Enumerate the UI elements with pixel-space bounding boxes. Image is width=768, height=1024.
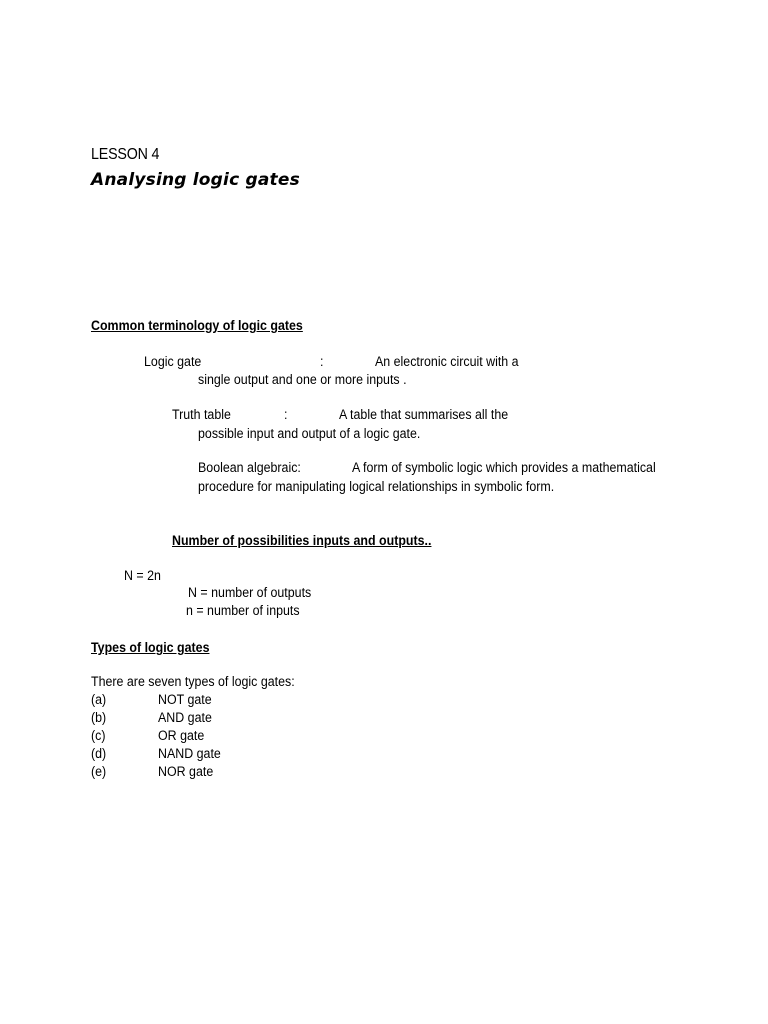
boolean-definition-line1: A form of symbolic logic which provides a mathematical: [352, 460, 656, 475]
list-item-name: NAND gate: [158, 746, 221, 761]
list-item-label: (b): [91, 710, 107, 725]
possibilities-formula: N = 2n: [124, 568, 161, 583]
list-item-name: NOR gate: [158, 764, 214, 779]
boolean-definition-line2: procedure for manipulating logical relationships in symbolic form.: [198, 479, 555, 494]
list-item-label: (d): [91, 746, 107, 761]
lesson-number: LESSON 4: [91, 146, 160, 163]
list-item-label: (a): [91, 692, 107, 707]
list-item-name: NOT gate: [158, 692, 212, 707]
boolean-term: Boolean algebraic:: [198, 460, 301, 475]
page-title: Analysing logic gates: [91, 170, 300, 190]
list-item-name: AND gate: [158, 710, 212, 725]
list-item-name: OR gate: [158, 728, 205, 743]
logic-gate-definition-line1: An electronic circuit with a: [375, 354, 519, 369]
truth-table-definition-line1: A table that summarises all the: [339, 407, 509, 422]
logic-gate-term: Logic gate: [144, 354, 202, 369]
inputs-definition: n = number of inputs: [186, 603, 300, 618]
terminology-heading: Common terminology of logic gates: [91, 318, 303, 333]
list-item-label: (e): [91, 764, 107, 779]
outputs-definition: N = number of outputs: [188, 585, 312, 600]
types-heading: Types of logic gates: [91, 640, 210, 655]
list-item-label: (c): [91, 728, 106, 743]
logic-gate-colon: :: [320, 354, 324, 369]
truth-table-term: Truth table: [172, 407, 231, 422]
possibilities-heading: Number of possibilities inputs and outputs..: [172, 533, 432, 548]
truth-table-colon: :: [284, 407, 288, 422]
types-intro: There are seven types of logic gates:: [91, 674, 295, 689]
logic-gate-definition-line2: single output and one or more inputs .: [198, 372, 407, 387]
truth-table-definition-line2: possible input and output of a logic gate.: [198, 426, 421, 441]
